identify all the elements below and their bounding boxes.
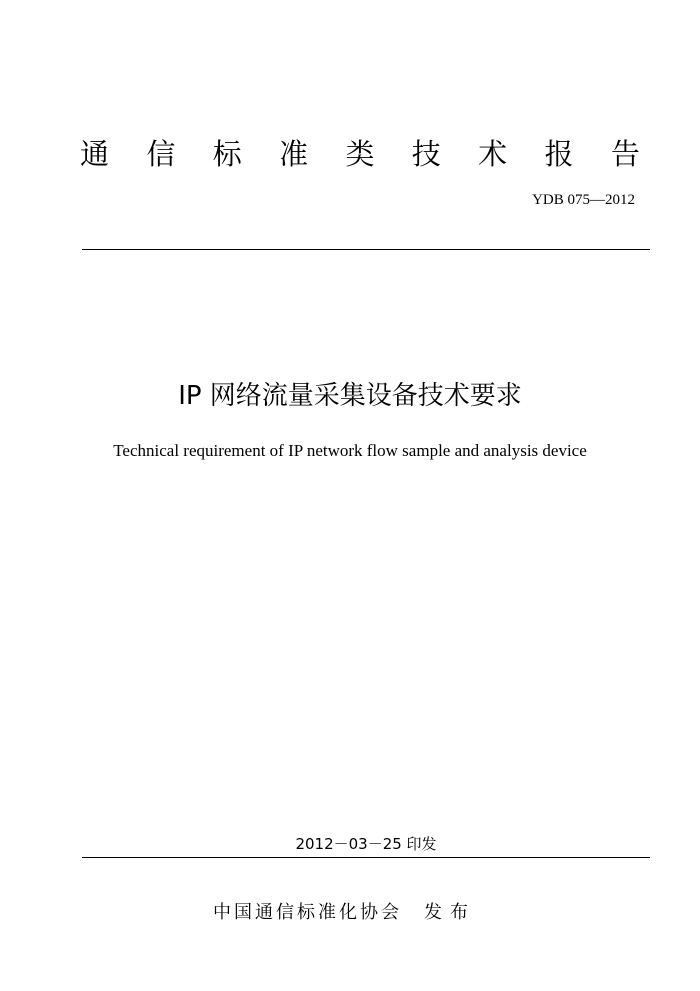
series-title-char: 告	[610, 137, 640, 171]
document-title-chinese: IP 网络流量采集设备技术要求	[178, 381, 522, 411]
series-title-char: 类	[345, 137, 375, 171]
series-title-char: 术	[478, 137, 508, 171]
series-title-char: 标	[212, 137, 242, 171]
series-title	[80, 132, 640, 176]
publisher-name: 中国通信标准化协会	[213, 902, 402, 923]
issue-date: 2012－03－25 印发	[295, 835, 437, 853]
series-title-char: 信	[146, 137, 176, 171]
bottom-divider	[82, 857, 650, 858]
document-title-english: Technical requirement of IP network flow sample and analysis device	[113, 441, 587, 460]
publish-label: 发布	[424, 902, 476, 923]
series-title-char: 通	[80, 137, 110, 171]
document-number: YDB 075—2012	[532, 192, 635, 208]
series-title-char: 准	[279, 137, 309, 171]
series-title-char: 报	[544, 137, 574, 171]
top-divider	[82, 249, 650, 250]
series-title-char: 技	[411, 137, 441, 171]
publisher-line	[213, 898, 476, 928]
